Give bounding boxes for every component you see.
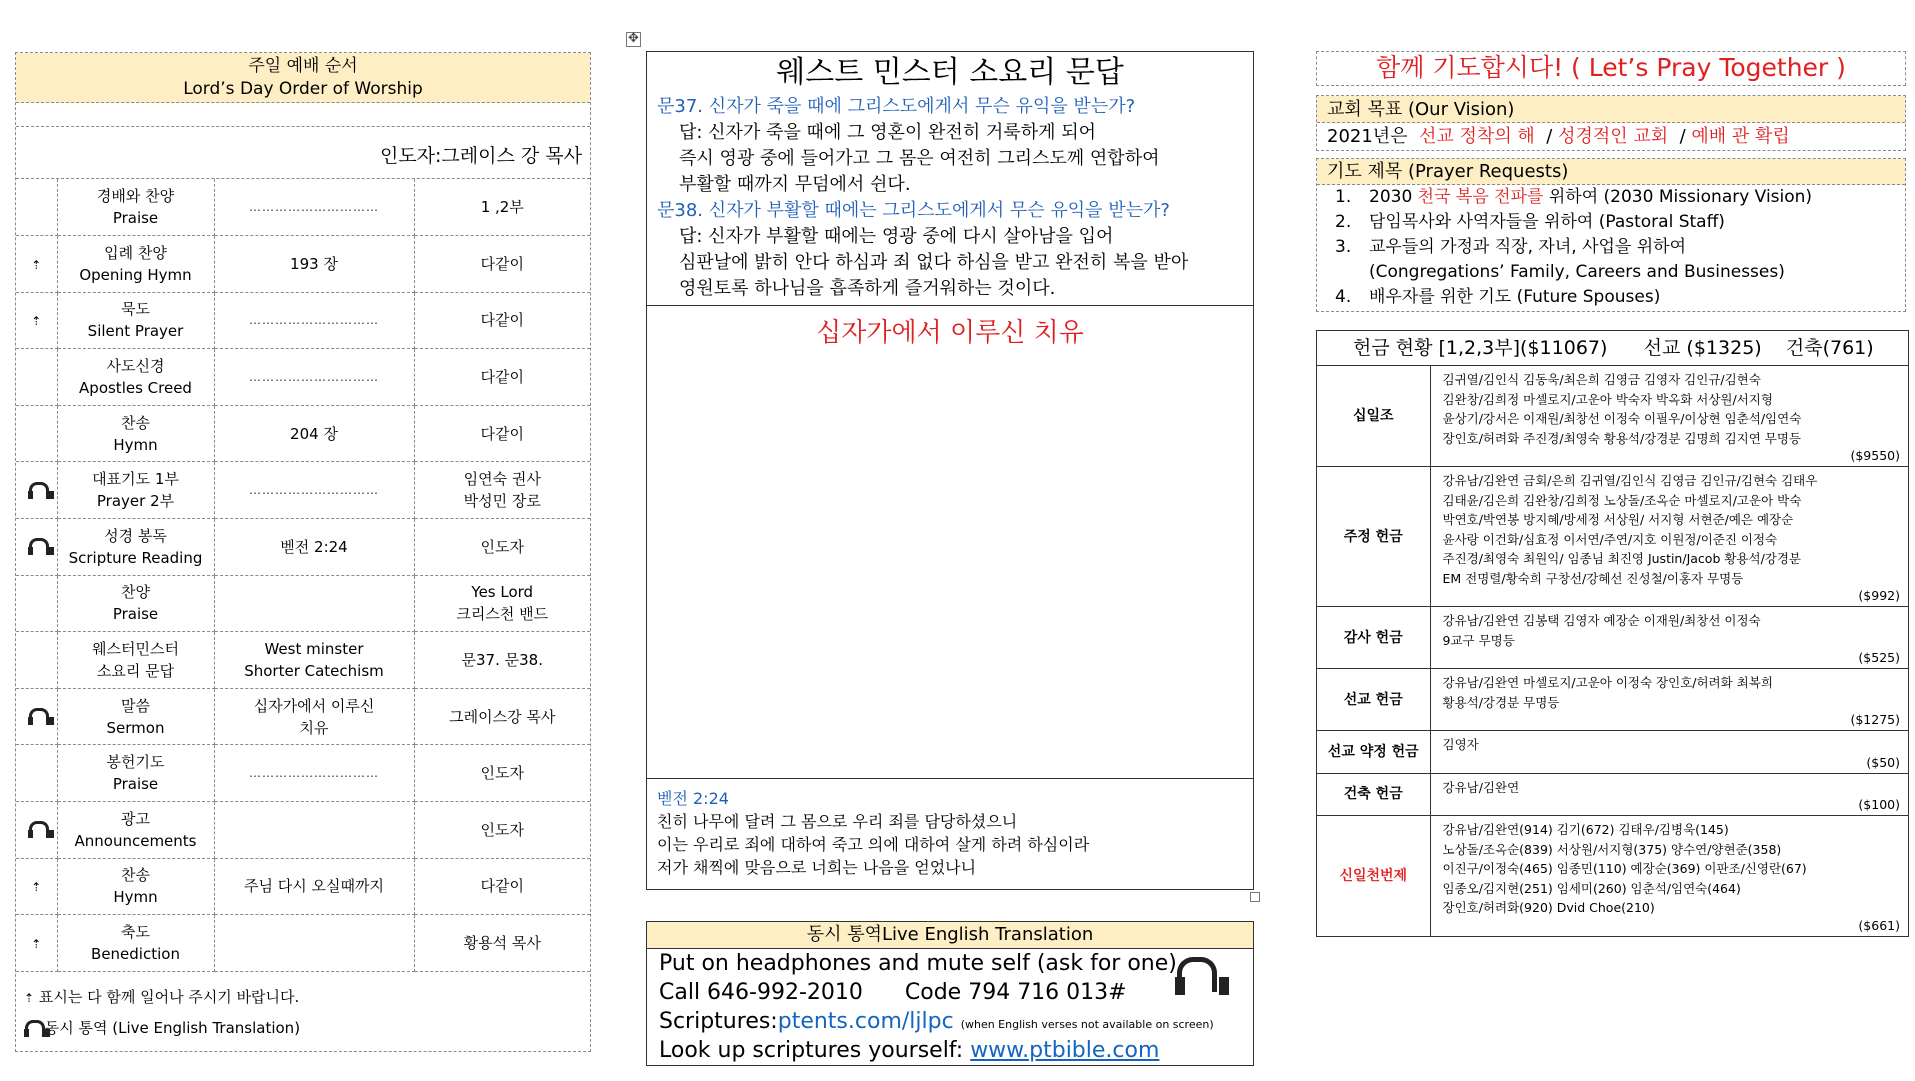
offering-category: 선교 헌금 <box>1317 669 1430 731</box>
row-name: 찬송 Hymn <box>57 405 214 462</box>
offering-category: 십일조 <box>1317 366 1430 467</box>
row-name: 묵도 Silent Prayer <box>57 292 214 349</box>
offering-row <box>1317 669 1908 731</box>
row-detail <box>214 802 414 859</box>
answer-38-line-2: 심판날에 밝히 안다 하심과 죄 없다 하심을 받고 완전히 복을 받아 <box>679 252 1189 273</box>
donor-line: 이진구/이정숙(465) 임종민(110) 예장순(369) 이판조/신영란(67) <box>1442 861 1807 876</box>
row-name: 말씀 Sermon <box>57 688 214 745</box>
donor-line: 윤상기/강서은 이재원/최창선 이정숙 이필우/이상현 임춘석/임연숙 <box>1442 411 1802 426</box>
offering-row <box>1317 773 1908 816</box>
row-name: 웨스터민스터 소요리 문답 <box>57 632 214 689</box>
row-leader: 1 ,2부 <box>414 179 590 236</box>
order-row <box>16 462 590 519</box>
row-leader: 황용석 목사 <box>414 915 590 972</box>
offering-donors <box>1430 816 1908 936</box>
order-of-worship-panel <box>15 52 591 1052</box>
donor-line: 장인호/허려화 주진경/최영숙 황용석/강경분 김명희 김지연 무명등 <box>1442 430 1802 446</box>
row-detail: 204 장 <box>214 405 414 462</box>
offering-category: 건축 헌금 <box>1317 773 1430 816</box>
offering-donors <box>1430 467 1908 607</box>
offering-row <box>1317 366 1908 467</box>
answer-38-line-1: 답: 신자가 부활할 때에는 영광 중에 다시 살아남을 입어 <box>679 226 1114 247</box>
request-4: 4. 배우자를 위한 기도 (Future Spouses) <box>1335 287 1661 307</box>
vision-box <box>1316 95 1906 151</box>
row-icon-cell <box>16 179 57 236</box>
note-stand: ⇡ 표시는 다 함께 일어나 주시기 바랍니다. <box>24 987 300 1006</box>
row-detail: ………………………… <box>214 745 414 802</box>
donor-line: 강유남/김완연 <box>1442 779 1520 795</box>
order-row <box>16 632 590 689</box>
offering-row <box>1317 467 1908 607</box>
order-row <box>16 349 590 406</box>
requests-list <box>1317 185 1905 310</box>
order-row <box>16 915 590 972</box>
spacer <box>16 103 590 127</box>
row-icon-cell <box>16 462 57 519</box>
row-leader: 다같이 <box>414 292 590 349</box>
order-row <box>16 519 590 576</box>
headphone-icon <box>28 482 44 499</box>
offering-amount: ($50) <box>1866 754 1900 770</box>
catechism-title: 웨스트 민스터 소요리 문답 <box>776 55 1124 90</box>
row-name: 성경 봉독 Scripture Reading <box>57 519 214 576</box>
order-row <box>16 179 590 236</box>
order-row <box>16 858 590 915</box>
offering-donors <box>1430 773 1908 816</box>
row-leader: 다같이 <box>414 858 590 915</box>
row-icon-cell <box>16 349 57 406</box>
offering-amount: ($992) <box>1858 588 1900 603</box>
request-2: 2. 담임목사와 사역자들을 위하여 (Pastoral Staff) <box>1335 212 1725 232</box>
translation-scriptures: Scriptures:ptents.com/ljlpc (when English verses not available on screen) <box>659 1009 1214 1034</box>
resize-handle[interactable] <box>1250 892 1260 902</box>
offering-amount: ($100) <box>1858 797 1900 812</box>
donor-line: 강유남/김완연 금회/은희 김귀열/김인식 김영금 김인규/김현숙 김태우 <box>1442 473 1818 488</box>
stand-icon: ⇡ <box>24 990 35 1005</box>
stand-icon: ⇡ <box>31 314 42 329</box>
row-detail: 주님 다시 오실때까지 <box>214 858 414 915</box>
note-translation: 동시 통역 (Live English Translation) <box>24 1013 582 1043</box>
donor-line: 김영자 <box>1442 737 1479 752</box>
row-leader: 인도자 <box>414 802 590 859</box>
ptbible-link[interactable]: www.ptbible.com <box>970 1038 1160 1063</box>
translation-title: 동시 통역Live English Translation <box>647 922 1253 949</box>
stand-icon: ⇡ <box>31 937 42 952</box>
row-leader: 다같이 <box>414 349 590 406</box>
row-icon-cell <box>16 292 57 349</box>
offering-amount: ($9550) <box>1850 448 1900 463</box>
order-notes <box>16 972 590 1051</box>
question-37: 문37. 신자가 죽을 때에 그리스도에게서 무슨 유익을 받는가? <box>657 96 1136 117</box>
order-row <box>16 802 590 859</box>
row-name: 찬양 Praise <box>57 575 214 632</box>
row-name: 봉헌기도 Praise <box>57 745 214 802</box>
row-detail: 193 장 <box>214 236 414 293</box>
donor-line: EM 전명렬/황숙희 구창선/강혜선 진성철/이홍자 무명등 <box>1442 570 1744 586</box>
donor-line: 김태윤/김은희 김완창/김희정 노상돌/조옥순 마셀로지/고운아 박숙 <box>1442 492 1802 508</box>
offering-category: 신일천번제 <box>1317 816 1430 936</box>
row-detail: ………………………… <box>214 462 414 519</box>
answer-38-line-3: 영원토록 하나님을 흡족하게 즐거워하는 것이다. <box>679 278 1056 299</box>
offering-row <box>1317 607 1908 669</box>
stand-icon: ⇡ <box>31 880 42 895</box>
row-leader: 임연숙 권사 박성민 장로 <box>414 462 590 519</box>
order-header <box>16 53 590 103</box>
verse-line-3: 저가 채찍에 맞음으로 너희는 나음을 얻었나니 <box>657 858 977 877</box>
row-icon-cell <box>16 858 57 915</box>
row-icon-cell <box>16 745 57 802</box>
offering-amount: ($1275) <box>1850 712 1900 727</box>
donor-line: 주진경/최영숙 최원익/ 임종님 최진영 Justin/Jacob 황용석/강경분 <box>1442 551 1802 566</box>
order-row <box>16 745 590 802</box>
row-detail: 십자가에서 이루신 치유 <box>214 688 414 745</box>
donor-line: 김완창/김희정 마셀로지/고운아 박숙자 박옥화 서상원/서지형 <box>1442 391 1773 407</box>
headphone-icon <box>1175 957 1209 995</box>
headphone-icon <box>24 1020 40 1037</box>
order-row <box>16 575 590 632</box>
verse-line-2: 이는 우리로 죄에 대하여 죽고 의에 대하여 살게 하려 하심이라 <box>657 835 1090 854</box>
donor-line: 노상돌/조옥순(839) 서상원/서지형(375) 양수연/양현준(358) <box>1442 841 1782 857</box>
offering-row <box>1317 731 1908 774</box>
translation-call: Call 646-992-2010 Code 794 716 013# <box>659 980 1127 1005</box>
row-detail: 벧전 2:24 <box>214 519 414 576</box>
row-leader: 인도자 <box>414 745 590 802</box>
row-name: 입례 찬양 Opening Hymn <box>57 236 214 293</box>
vision-body: 2021년은 선교 정착의 해 / 성경적인 교회 / 예배 관 확립 <box>1327 126 1790 147</box>
scripture-verse <box>647 778 1253 887</box>
row-leader: 문37. 문38. <box>414 632 590 689</box>
row-detail: West minster Shorter Catechism <box>214 632 414 689</box>
answer-37-line-1: 답: 신자가 죽을 때에 그 영혼이 완전히 거룩하게 되어 <box>679 122 1096 143</box>
row-icon-cell <box>16 688 57 745</box>
row-leader: 그레이스강 목사 <box>414 688 590 745</box>
offering-amount: ($661) <box>1858 917 1900 933</box>
donor-line: 황용석/강경분 무명등 <box>1442 694 1560 710</box>
offering-donors <box>1430 731 1908 774</box>
row-icon-cell <box>16 236 57 293</box>
offering-category: 선교 약정 헌금 <box>1317 731 1430 774</box>
row-detail: ………………………… <box>214 292 414 349</box>
translation-line-1: Put on headphones and mute self (ask for one) <box>659 951 1177 976</box>
sermon-notes-area[interactable] <box>647 348 1253 778</box>
row-leader: 다같이 <box>414 405 590 462</box>
offering-donors <box>1430 366 1908 467</box>
offering-donors <box>1430 669 1908 731</box>
row-detail: ………………………… <box>214 349 414 406</box>
headphone-icon <box>28 538 44 555</box>
scriptures-link[interactable]: ptents.com/ljlpc <box>777 1009 954 1034</box>
donor-line: 장인호/허려화(920) Dvid Choe(210) <box>1442 900 1655 915</box>
order-row <box>16 405 590 462</box>
order-title-en: Lord’s Day Order of Worship <box>183 79 423 99</box>
row-detail: ………………………… <box>214 179 414 236</box>
offering-amount: ($525) <box>1858 650 1900 665</box>
offering-donors <box>1430 607 1908 669</box>
row-name: 경배와 찬양 Praise <box>57 179 214 236</box>
answer-37-line-2: 즉시 영광 중에 들어가고 그 몸은 여전히 그리스도께 연합하여 <box>679 148 1160 169</box>
offering-row <box>1317 816 1908 936</box>
stand-icon: ⇡ <box>31 257 42 272</box>
donor-line: 강유남/김완연 김봉택 김영자 예장순 이재원/최창선 이정숙 <box>1442 613 1761 628</box>
order-row <box>16 688 590 745</box>
donor-line: 강유남/김완연(914) 김기(672) 김태우/김병욱(145) <box>1442 822 1729 837</box>
row-icon-cell <box>16 915 57 972</box>
sermon-title[interactable]: 십자가에서 이루신 치유 <box>816 318 1084 348</box>
request-1: 1. 2030 천국 복음 전파를 위하여 (2030 Missionary Vision) <box>1335 187 1813 207</box>
order-title-ko: 주일 예배 순서 <box>248 56 358 76</box>
order-row <box>16 236 590 293</box>
headphone-icon <box>28 708 44 725</box>
donor-line: 박연호/박연봉 방지혜/방세정 서상원/ 서지형 서현준/예은 예장순 <box>1442 512 1794 527</box>
pray-together-title: 함께 기도합시다! ( Let’s Pray Together ) <box>1316 51 1906 86</box>
verse-reference: 벧전 2:24 <box>657 789 729 808</box>
request-3-en: (Congregations’ Family, Careers and Businesses) <box>1369 262 1785 282</box>
row-detail <box>214 575 414 632</box>
requests-header: 기도 제목 (Prayer Requests) <box>1317 159 1905 185</box>
vision-header: 교회 목표 (Our Vision) <box>1317 96 1905 123</box>
row-leader: 인도자 <box>414 519 590 576</box>
offering-category: 감사 헌금 <box>1317 607 1430 669</box>
answer-37-line-3: 부활할 때까지 무덤에서 쉰다. <box>679 174 911 195</box>
translation-lookup: Look up scriptures yourself: www.ptbible.com <box>659 1038 1160 1063</box>
row-name: 광고 Announcements <box>57 802 214 859</box>
headphone-icon <box>28 821 44 838</box>
row-leader: Yes Lord 크리스천 밴드 <box>414 575 590 632</box>
row-icon-cell <box>16 802 57 859</box>
divider <box>647 305 1253 306</box>
catechism-qa <box>647 94 1253 302</box>
donor-line: 임종오/김지현(251) 임세미(260) 임춘석/임연숙(464) <box>1442 880 1741 896</box>
row-icon-cell <box>16 405 57 462</box>
row-icon-cell <box>16 632 57 689</box>
row-name: 사도신경 Apostles Creed <box>57 349 214 406</box>
row-icon-cell <box>16 575 57 632</box>
verse-line-1: 친히 나무에 달려 그 몸으로 우리 죄를 담당하셨으니 <box>657 812 1018 831</box>
row-name: 축도 Benediction <box>57 915 214 972</box>
donor-line: 9교구 무명등 <box>1442 632 1515 648</box>
offering-table <box>1317 366 1908 936</box>
offering-panel <box>1316 330 1909 937</box>
translation-panel <box>646 921 1254 1066</box>
donor-line: 김귀열/김인식 김동욱/최은희 김영금 김영자 김인규/김현숙 <box>1442 372 1761 387</box>
row-icon-cell <box>16 519 57 576</box>
move-handle-icon[interactable]: ✥ <box>626 32 641 47</box>
worship-leader: 인도자:그레이스 강 목사 <box>16 127 590 179</box>
question-38: 문38. 신자가 부활할 때에는 그리스도에게서 무슨 유익을 받는가? <box>657 200 1170 221</box>
catechism-panel <box>646 51 1254 890</box>
row-name: 대표기도 1부 Prayer 2부 <box>57 462 214 519</box>
donor-line: 강유남/김완연 마셀로지/고운아 이정숙 장인호/허려화 최복희 <box>1442 675 1773 690</box>
row-detail <box>214 915 414 972</box>
offering-category: 주정 헌금 <box>1317 467 1430 607</box>
order-table <box>16 179 590 972</box>
prayer-requests <box>1316 158 1906 312</box>
donor-line: 윤사랑 이건화/심효정 이서연/주연/지호 이원정/이준진 이정숙 <box>1442 531 1778 547</box>
offering-header: 헌금 현황 [1,2,3부]($11067) 선교 ($1325) 건축(761) <box>1317 331 1908 366</box>
row-name: 찬송 Hymn <box>57 858 214 915</box>
order-row <box>16 292 590 349</box>
request-3: 3. 교우들의 가정과 직장, 자녀, 사업을 위하여 <box>1335 237 1687 257</box>
row-leader: 다같이 <box>414 236 590 293</box>
